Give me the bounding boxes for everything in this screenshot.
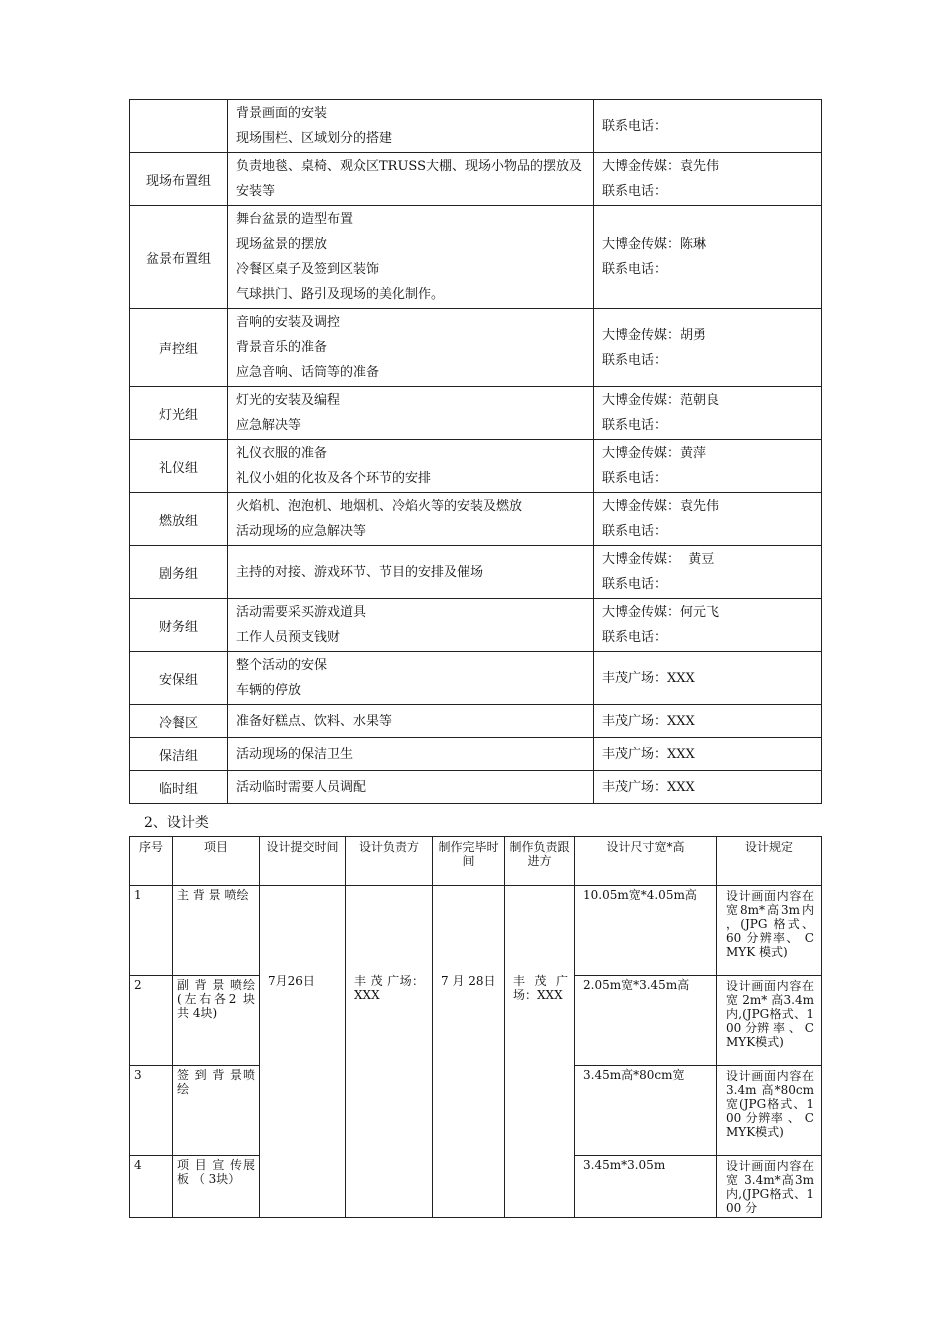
size-cell: 10.05m宽*4.05m高 [575,886,717,976]
header-cell: 设计尺寸宽*高 [575,837,717,886]
group-cell: 礼仪组 [130,440,228,493]
table-row [130,100,822,153]
rule-cell: 设计画面内容在 3.4m 高*80cm 宽(JPG格式、100 分辨率 、 CMYK模式) [717,1066,822,1156]
table-row [130,206,822,309]
header-cell: 设计提交时间 [260,837,346,886]
contact-cell: 大博金传媒：袁先伟 联系电话： [594,493,822,546]
tasks-cell: 舞台盆景的造型布置 现场盆景的摆放 冷餐区桌子及签到区装饰 气球拱门、路引及现场的美化制作。 [228,206,594,309]
staff-assignment-table [129,99,822,804]
contact-cell: 联系电话： [594,100,822,153]
table-row [130,738,822,771]
group-cell: 安保组 [130,652,228,705]
section-heading: 2、设计类 [144,815,209,831]
table-row [130,493,822,546]
group-cell: 声控组 [130,309,228,387]
tasks-cell: 背景画面的安装 现场围栏、区域划分的搭建 [228,100,594,153]
submit-time-cell: 7月26日 [260,886,346,1218]
rule-cell: 设计画面内容在 宽 3.4m*高3m内,(JPG格式、100 分 [717,1156,822,1218]
header-cell: 制作负责跟进方 [505,837,575,886]
contact-cell: 丰茂广场：XXX [594,771,822,804]
table-row [130,705,822,738]
group-cell: 冷餐区 [130,705,228,738]
contact-cell: 大博金传媒：胡勇 联系电话： [594,309,822,387]
row-number: 3 [130,1066,173,1156]
group-cell: 财务组 [130,599,228,652]
tasks-cell: 活动现场的保洁卫生 [228,738,594,771]
tasks-cell: 活动临时需要人员调配 [228,771,594,804]
size-cell: 3.45m高*80cm宽 [575,1066,717,1156]
row-number: 2 [130,976,173,1066]
design-owner-cell: 丰 茂 广场：XXX [346,886,433,1218]
table-row [130,387,822,440]
header-cell: 制作完毕时间 [433,837,505,886]
table-row [130,886,822,976]
group-cell: 临时组 [130,771,228,804]
header-cell: 设计负责方 [346,837,433,886]
design-table [129,836,822,1218]
group-cell: 燃放组 [130,493,228,546]
rule-cell: 设计画面内容在宽 2m* 高3.4m 内,(JPG格式、100 分辨 率 、 CMYK模式) [717,976,822,1066]
table-row [130,599,822,652]
group-cell: 保洁组 [130,738,228,771]
tasks-cell: 礼仪衣服的准备 礼仪小姐的化妆及各个环节的安排 [228,440,594,493]
tasks-cell: 活动需要采买游戏道具 工作人员预支钱财 [228,599,594,652]
contact-cell: 大博金传媒： 黄豆 联系电话： [594,546,822,599]
contact-cell: 丰茂广场：XXX [594,652,822,705]
size-cell: 3.45m*3.05m [575,1156,717,1218]
header-cell: 序号 [130,837,173,886]
table-row [130,771,822,804]
tasks-cell: 音响的安装及调控 背景音乐的准备 应急音响、话筒等的准备 [228,309,594,387]
contact-cell: 大博金传媒：何元飞 联系电话： [594,599,822,652]
group-cell: 剧务组 [130,546,228,599]
contact-cell: 丰茂广场：XXX [594,738,822,771]
item-cell: 签 到 背 景喷绘 [173,1066,260,1156]
tasks-cell: 整个活动的安保 车辆的停放 [228,652,594,705]
follow-up-cell: 丰 茂 广场：XXX [505,886,575,1218]
group-cell: 灯光组 [130,387,228,440]
item-cell: 主 背 景 喷绘 [173,886,260,976]
tasks-cell: 主持的对接、游戏环节、节目的安排及催场 [228,546,594,599]
header-cell: 设计规定 [717,837,822,886]
group-cell: 盆景布置组 [130,206,228,309]
table-row [130,309,822,387]
contact-cell: 大博金传媒：陈琳 联系电话： [594,206,822,309]
table-row [130,652,822,705]
contact-cell: 大博金传媒：黄萍 联系电话： [594,440,822,493]
table-row [130,153,822,206]
tasks-cell: 灯光的安装及编程 应急解决等 [228,387,594,440]
item-cell: 项 目 宣 传展 板 （ 3块） [173,1156,260,1218]
row-number: 1 [130,886,173,976]
contact-cell: 大博金传媒：袁先伟 联系电话： [594,153,822,206]
size-cell: 2.05m宽*3.45m高 [575,976,717,1066]
table-row [130,440,822,493]
header-cell: 项目 [173,837,260,886]
tasks-cell: 火焰机、泡泡机、地烟机、冷焰火等的安装及燃放 活动现场的应急解决等 [228,493,594,546]
row-number: 4 [130,1156,173,1218]
item-cell: 副 背 景 喷绘(左右各2 块 共 4块) [173,976,260,1066]
table-row [130,546,822,599]
tasks-cell: 负责地毯、桌椅、观众区TRUSS大棚、现场小物品的摆放及安装等 [228,153,594,206]
group-cell: 现场布置组 [130,153,228,206]
table-header-row [130,837,822,886]
finish-time-cell: 7 月 28日 [433,886,505,1218]
contact-cell: 丰茂广场：XXX [594,705,822,738]
group-cell [130,100,228,153]
rule-cell: 设计画面内容在宽8m*高3m内 ，(JPG 格式、 60 分辨率、 CMYK 模式) [717,886,822,976]
tasks-cell: 准备好糕点、饮料、水果等 [228,705,594,738]
contact-cell: 大博金传媒：范朝良 联系电话： [594,387,822,440]
